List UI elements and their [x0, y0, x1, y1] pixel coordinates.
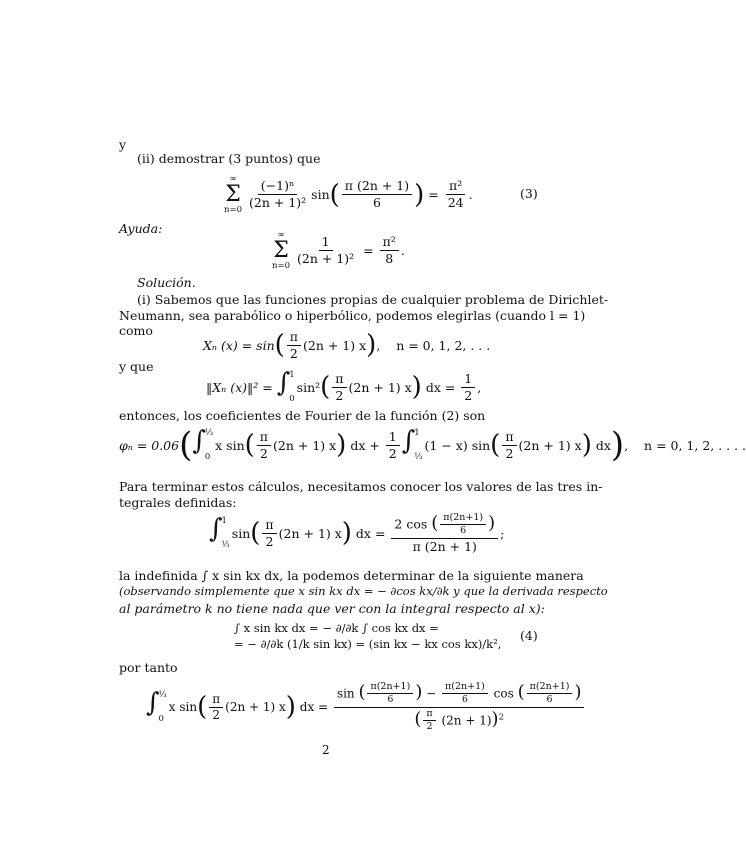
para-line: la indefinida ∫ x sin kx dx, la podemos determinar de la siguiente manera — [119, 568, 584, 583]
text-entonces: entonces, los coeficientes de Fourier de la función (2) son — [119, 408, 486, 423]
help-equation: ∞ Σ n=0 $\frac{1}{\text{(2n + 1)²}}$ = $\frac{\text{π²}}{8}$ . — [272, 230, 405, 271]
equation-3: ∞ Σ n=0 $\frac{\text{(−1)ⁿ}}{\text{(2n + 1)²}}$ sin ( $\frac{\pi (2n + 1)}{6}$ ) = $\frac{\text{π²}}{24}$ . — [224, 174, 473, 215]
fraction: $\frac{\text{(−1)ⁿ}}{\text{(2n + 1)²}}$ — [249, 178, 307, 210]
sum-sign: ∞ Σ n=0 — [224, 174, 243, 215]
equation-4-line1: ∫ x sin kx dx = − ∂/∂k ∫ cos kx dx = — [234, 621, 439, 635]
para-line: tegrales definidas: — [119, 495, 237, 510]
page-number: 2 — [322, 743, 330, 757]
eigenfunction-equation: Xₙ (x) = sin ( $\frac{\pi}{2}$ (2n + 1) x ) , n = 0, 1, 2, . . . — [203, 329, 491, 361]
item-ii: (ii) demostrar (3 puntos) que — [137, 151, 321, 166]
fourier-coefficient-equation: φₙ = 0.06 ( ∫ ⅓ 0 x sin ( $\frac{\pi}{2}$ (2n + 1) x ) dx + $\frac{1}{2}$ ∫ 1 ⅓ (1 − x) sin ( $\frac{\pi}{2}$ (2n + 1) x ) dx ) , n = 0, 1, 2, . . . . — [119, 425, 746, 465]
para-line: Neumann, sea parabólico o hiperbólico, podemos elegirlas (cuando l = 1) — [119, 308, 586, 323]
solucion-label: Solución. — [137, 275, 196, 290]
para-line: (observando simplemente que x sin kx dx = − ∂cos kx/∂k y que la derivada respecto — [119, 584, 608, 598]
para-line: como — [119, 323, 153, 338]
para-line: Para terminar estos cálculos, necesitamos conocer los valores de las tres in- — [119, 479, 603, 494]
equation-number-3: (3) — [520, 186, 538, 201]
para-line: al parámetro k no tiene nada que ver con la integral respecto al x): — [119, 601, 545, 616]
equation-number-4: (4) — [520, 628, 538, 643]
definite-integral-equation: ∫ 1 ⅓ sin ( $\frac{\pi}{2}$ (2n + 1) x ) dx = 2 cos ( $\frac{\pi(2n+1)}{6}$ ) π (2n + 1) ; — [209, 512, 505, 554]
text-y: y — [119, 137, 127, 152]
ayuda-label: Ayuda: — [119, 221, 163, 236]
para-line: (i) Sabemos que las funciones propias de cualquier problema de Dirichlet- — [137, 292, 609, 307]
text-portanto: por tanto — [119, 660, 178, 675]
norm-equation: ‖Xₙ (x)‖² = ∫ 1 0 sin² ( $\frac{\pi}{2}$ (2n + 1) x ) dx = $\frac{1}{2}$ , — [206, 368, 482, 404]
equation-4-line2: = − ∂/∂k (1/k sin kx) = (sin kx − kx cos kx)/k², — [234, 637, 502, 651]
text-yque: y que — [119, 359, 154, 374]
final-integral-equation: ∫ ⅓ 0 x sin ( $\frac{\pi}{2}$ (2n + 1) x ) dx = sin ( $\frac{\pi(2n+1)}{6}$ ) − $\frac{\pi(2n+1)}{6}$ cos ( $\frac{\pi(2n+1)}{6}$ ) ( $\frac{\pi}{2}$ (2n + 1))$^2$ — [146, 682, 586, 733]
